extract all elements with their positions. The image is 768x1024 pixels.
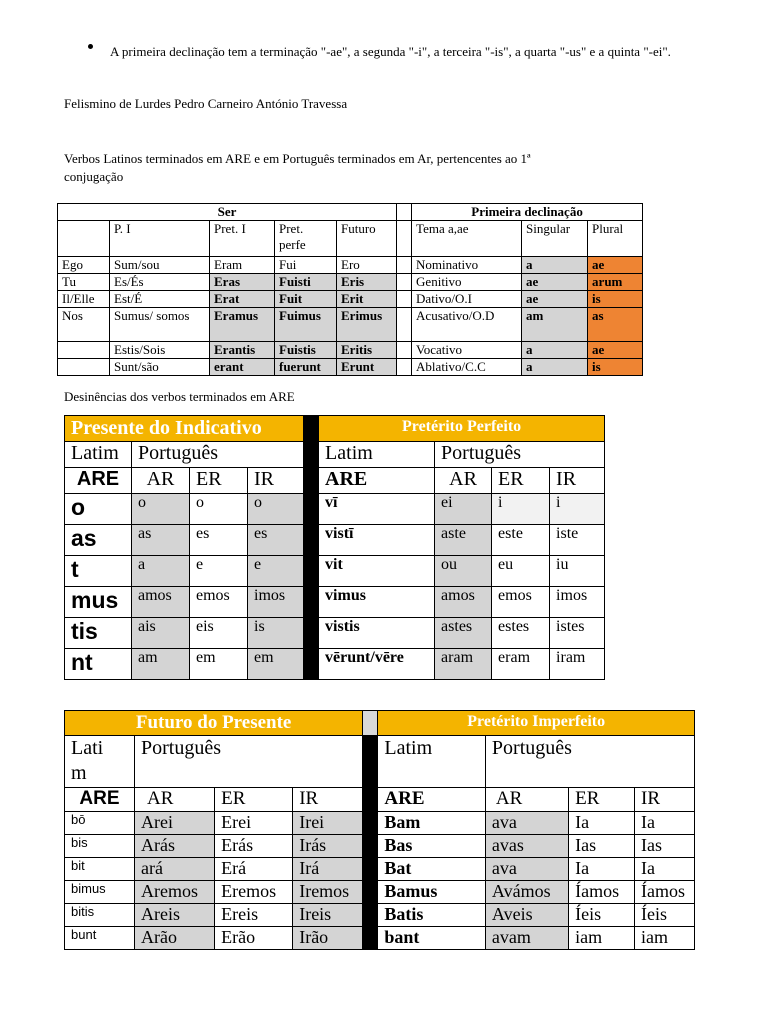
divider-cell bbox=[304, 468, 319, 494]
ar-cell: amos bbox=[435, 587, 492, 618]
ar-header: AR bbox=[132, 468, 190, 494]
ar-cell: o bbox=[132, 494, 190, 525]
divider-cell bbox=[363, 711, 378, 736]
divider-cell bbox=[363, 904, 378, 927]
ir-header: IR bbox=[248, 468, 304, 494]
presente-title: Presente do Indicativo bbox=[65, 416, 304, 442]
ar-cell: Areis bbox=[134, 904, 214, 927]
divider-cell bbox=[304, 494, 319, 525]
er-cell: Ia bbox=[569, 812, 635, 835]
plural-cell: is bbox=[588, 359, 643, 376]
pretp-cell: Fuistis bbox=[275, 342, 337, 359]
pretp-cell: Fui bbox=[275, 257, 337, 274]
table-row bbox=[58, 274, 643, 291]
person-cell: Il/Elle bbox=[58, 291, 110, 308]
divider-cell bbox=[363, 835, 378, 858]
pi-cell: Est/É bbox=[110, 291, 210, 308]
latim-header: Latim bbox=[319, 442, 435, 468]
person-cell: Tu bbox=[58, 274, 110, 291]
lat-suffix: o bbox=[65, 494, 132, 525]
latim-header: Latim bbox=[378, 736, 486, 788]
fut-cell: Eris bbox=[337, 274, 397, 291]
pretp-cell: Fuimus bbox=[275, 308, 337, 342]
fut-cell: Erimus bbox=[337, 308, 397, 342]
ir-cell: o bbox=[248, 494, 304, 525]
ar-header: AR bbox=[485, 788, 568, 812]
author-line: Felismino de Lurdes Pedro Carneiro António Travessa bbox=[64, 96, 348, 111]
lat-suffix: mus bbox=[65, 587, 132, 618]
er-cell: eu bbox=[492, 556, 550, 587]
lat-suffix: t bbox=[65, 556, 132, 587]
pi-cell: Sumus/ somos bbox=[110, 308, 210, 342]
spacer-cell bbox=[397, 204, 412, 221]
er-cell: Ia bbox=[569, 858, 635, 881]
ar-header: AR bbox=[435, 468, 492, 494]
divider-cell bbox=[363, 812, 378, 835]
lat-suffix: bunt bbox=[65, 927, 135, 950]
divider-cell bbox=[363, 927, 378, 950]
blank-cell bbox=[58, 221, 110, 257]
ir-cell: imos bbox=[248, 587, 304, 618]
lat-suffix: as bbox=[65, 525, 132, 556]
latim-part-1: Lati bbox=[71, 737, 104, 759]
singular-cell: am bbox=[522, 308, 588, 342]
table-row bbox=[65, 649, 605, 680]
ir-cell: iam bbox=[635, 927, 695, 950]
ir-cell: Ias bbox=[635, 835, 695, 858]
lat-suffix: Bam bbox=[378, 812, 486, 835]
fut-cell: Eritis bbox=[337, 342, 397, 359]
preti-cell: Erantis bbox=[210, 342, 275, 359]
latim-header bbox=[65, 736, 135, 788]
er-cell: i bbox=[492, 494, 550, 525]
col-tema: Tema a,ae bbox=[412, 221, 522, 257]
spacer-cell bbox=[397, 221, 412, 257]
ir-cell: es bbox=[248, 525, 304, 556]
ir-cell: Irá bbox=[293, 858, 363, 881]
divider-cell bbox=[304, 649, 319, 680]
ar-cell: ais bbox=[132, 618, 190, 649]
divider-cell bbox=[304, 587, 319, 618]
lat-suffix: Bat bbox=[378, 858, 486, 881]
er-cell: em bbox=[190, 649, 248, 680]
er-cell: o bbox=[190, 494, 248, 525]
er-cell: Erão bbox=[215, 927, 293, 950]
ar-cell: aste bbox=[435, 525, 492, 556]
pi-cell: Sunt/são bbox=[110, 359, 210, 376]
ar-cell: avas bbox=[485, 835, 568, 858]
table-row bbox=[65, 812, 695, 835]
latim-part-2: m bbox=[71, 762, 87, 784]
ar-cell: aram bbox=[435, 649, 492, 680]
divider-cell bbox=[304, 556, 319, 587]
ar-cell: astes bbox=[435, 618, 492, 649]
tema-cell: Ablativo/C.C bbox=[412, 359, 522, 376]
lat-suffix: bō bbox=[65, 812, 135, 835]
divider-cell bbox=[363, 881, 378, 904]
preti-cell: Erat bbox=[210, 291, 275, 308]
ser-header: Ser bbox=[58, 204, 397, 221]
person-cell: Nos bbox=[58, 308, 110, 342]
lat-suffix: Bas bbox=[378, 835, 486, 858]
er-header: ER bbox=[190, 468, 248, 494]
singular-cell: a bbox=[522, 257, 588, 274]
ar-cell: avam bbox=[485, 927, 568, 950]
perfeito-title: Pretérito Perfeito bbox=[319, 416, 605, 442]
bullet-text: A primeira declinação tem a terminação "-ae", a segunda "-i", a terceira "-is", a quarta "-us" e a quinta "-ei". bbox=[110, 44, 671, 59]
ar-cell: as bbox=[132, 525, 190, 556]
ar-cell: amos bbox=[132, 587, 190, 618]
fut-cell: Erit bbox=[337, 291, 397, 308]
divider-cell bbox=[304, 618, 319, 649]
er-cell: emos bbox=[190, 587, 248, 618]
ar-cell: Avámos bbox=[485, 881, 568, 904]
pi-cell: Estis/Sois bbox=[110, 342, 210, 359]
er-cell: e bbox=[190, 556, 248, 587]
table-row bbox=[58, 342, 643, 359]
intro-line-2: conjugação bbox=[64, 169, 124, 184]
er-cell: estes bbox=[492, 618, 550, 649]
ir-cell: i bbox=[550, 494, 605, 525]
portugues-header: Português bbox=[134, 736, 362, 788]
er-cell: es bbox=[190, 525, 248, 556]
ir-cell: em bbox=[248, 649, 304, 680]
ir-cell: Íamos bbox=[635, 881, 695, 904]
er-cell: Íeis bbox=[569, 904, 635, 927]
intro-line-1: Verbos Latinos terminados em ARE e em Português terminados em Ar, pertencentes ao 1ª bbox=[64, 151, 531, 166]
lat-suffix: Bamus bbox=[378, 881, 486, 904]
ar-cell: a bbox=[132, 556, 190, 587]
ir-cell: iram bbox=[550, 649, 605, 680]
ir-cell: Ireis bbox=[293, 904, 363, 927]
ir-cell: imos bbox=[550, 587, 605, 618]
plural-cell: ae bbox=[588, 257, 643, 274]
pretp-cell: fuerunt bbox=[275, 359, 337, 376]
plural-cell: as bbox=[588, 308, 643, 342]
ar-cell: Arás bbox=[134, 835, 214, 858]
singular-cell: a bbox=[522, 342, 588, 359]
table-row bbox=[65, 525, 605, 556]
col-pret-perf: Pret. perfe bbox=[275, 221, 337, 257]
plural-cell: arum bbox=[588, 274, 643, 291]
lat-suffix: vimus bbox=[319, 587, 435, 618]
plural-cell: is bbox=[588, 291, 643, 308]
singular-cell: ae bbox=[522, 274, 588, 291]
er-cell: Erei bbox=[215, 812, 293, 835]
divider-cell bbox=[363, 788, 378, 812]
imperfeito-title: Pretérito Imperfeito bbox=[378, 711, 695, 736]
er-cell: eis bbox=[190, 618, 248, 649]
pretp-cell: Fuisti bbox=[275, 274, 337, 291]
ar-cell: ou bbox=[435, 556, 492, 587]
divider-cell bbox=[304, 442, 319, 468]
lat-suffix: vī bbox=[319, 494, 435, 525]
tema-cell: Acusativo/O.D bbox=[412, 308, 522, 342]
er-cell: Ias bbox=[569, 835, 635, 858]
presente-perfeito-table bbox=[64, 415, 605, 680]
er-cell: emos bbox=[492, 587, 550, 618]
ar-cell: am bbox=[132, 649, 190, 680]
table-row bbox=[65, 858, 695, 881]
singular-cell: a bbox=[522, 359, 588, 376]
ir-cell: Ia bbox=[635, 812, 695, 835]
ir-cell: is bbox=[248, 618, 304, 649]
lat-suffix: Batis bbox=[378, 904, 486, 927]
ar-cell: ava bbox=[485, 812, 568, 835]
fut-cell: Ero bbox=[337, 257, 397, 274]
table-row bbox=[65, 618, 605, 649]
preti-cell: Eras bbox=[210, 274, 275, 291]
ir-cell: e bbox=[248, 556, 304, 587]
ar-cell: ei bbox=[435, 494, 492, 525]
tema-cell: Nominativo bbox=[412, 257, 522, 274]
er-cell: eram bbox=[492, 649, 550, 680]
lat-suffix: bitis bbox=[65, 904, 135, 927]
table-row bbox=[65, 556, 605, 587]
er-cell: iam bbox=[569, 927, 635, 950]
table-row bbox=[58, 308, 643, 342]
ir-cell: Irás bbox=[293, 835, 363, 858]
ar-header: AR bbox=[134, 788, 214, 812]
ir-header: IR bbox=[293, 788, 363, 812]
er-header: ER bbox=[215, 788, 293, 812]
er-cell: este bbox=[492, 525, 550, 556]
ir-cell: Irão bbox=[293, 927, 363, 950]
person-cell: Ego bbox=[58, 257, 110, 274]
ar-cell: Arei bbox=[134, 812, 214, 835]
tema-cell: Dativo/O.I bbox=[412, 291, 522, 308]
are-header: ARE bbox=[65, 788, 135, 812]
lat-suffix: nt bbox=[65, 649, 132, 680]
ir-cell: iu bbox=[550, 556, 605, 587]
col-singular: Singular bbox=[522, 221, 588, 257]
table-row bbox=[65, 587, 605, 618]
are-header: ARE bbox=[319, 468, 435, 494]
table-row bbox=[58, 291, 643, 308]
preti-cell: Eram bbox=[210, 257, 275, 274]
decl-header: Primeira declinação bbox=[412, 204, 643, 221]
portugues-header: Português bbox=[485, 736, 694, 788]
person-cell bbox=[58, 359, 110, 376]
lat-suffix: vistī bbox=[319, 525, 435, 556]
lat-suffix: vistis bbox=[319, 618, 435, 649]
tema-cell: Vocativo bbox=[412, 342, 522, 359]
col-pi: P. I bbox=[110, 221, 210, 257]
ar-cell: ará bbox=[134, 858, 214, 881]
col-pret-i: Pret. I bbox=[210, 221, 275, 257]
ir-header: IR bbox=[550, 468, 605, 494]
er-cell: Eremos bbox=[215, 881, 293, 904]
tema-cell: Genitivo bbox=[412, 274, 522, 291]
lat-suffix: bit bbox=[65, 858, 135, 881]
table-row bbox=[65, 904, 695, 927]
ar-cell: Aveis bbox=[485, 904, 568, 927]
er-header: ER bbox=[569, 788, 635, 812]
lat-suffix: bimus bbox=[65, 881, 135, 904]
singular-cell: ae bbox=[522, 291, 588, 308]
ir-cell: Irei bbox=[293, 812, 363, 835]
er-cell: Erá bbox=[215, 858, 293, 881]
table-row bbox=[58, 359, 643, 376]
bullet-icon bbox=[88, 44, 93, 49]
ir-cell: Iremos bbox=[293, 881, 363, 904]
divider-cell bbox=[363, 858, 378, 881]
portugues-header: Português bbox=[132, 442, 304, 468]
lat-suffix: bis bbox=[65, 835, 135, 858]
ar-cell: Arão bbox=[134, 927, 214, 950]
divider-cell bbox=[363, 736, 378, 788]
ir-cell: istes bbox=[550, 618, 605, 649]
lat-suffix: bant bbox=[378, 927, 486, 950]
person-cell bbox=[58, 342, 110, 359]
pi-cell: Es/És bbox=[110, 274, 210, 291]
portugues-header: Português bbox=[435, 442, 605, 468]
spacer-cell bbox=[397, 359, 412, 376]
plural-cell: ae bbox=[588, 342, 643, 359]
lat-suffix: vērunt/vēre bbox=[319, 649, 435, 680]
spacer-cell bbox=[397, 342, 412, 359]
ir-header: IR bbox=[635, 788, 695, 812]
lat-suffix: vit bbox=[319, 556, 435, 587]
ar-cell: Aremos bbox=[134, 881, 214, 904]
table-row bbox=[58, 257, 643, 274]
ir-cell: iste bbox=[550, 525, 605, 556]
ir-cell: Ia bbox=[635, 858, 695, 881]
table-row bbox=[65, 881, 695, 904]
ar-cell: ava bbox=[485, 858, 568, 881]
are-header: ARE bbox=[378, 788, 486, 812]
col-plural: Plural bbox=[588, 221, 643, 257]
pi-cell: Sum/sou bbox=[110, 257, 210, 274]
ir-cell: Íeis bbox=[635, 904, 695, 927]
latim-header: Latim bbox=[65, 442, 132, 468]
desinencias-title: Desinências dos verbos terminados em ARE bbox=[64, 389, 295, 404]
er-header: ER bbox=[492, 468, 550, 494]
divider-cell bbox=[304, 416, 319, 442]
spacer-cell bbox=[397, 274, 412, 291]
er-cell: Íamos bbox=[569, 881, 635, 904]
lat-suffix: tis bbox=[65, 618, 132, 649]
table-row bbox=[65, 494, 605, 525]
futuro-title: Futuro do Presente bbox=[65, 711, 363, 736]
are-header: ARE bbox=[65, 468, 132, 494]
futuro-imperfeito-table bbox=[64, 710, 695, 950]
preti-cell: erant bbox=[210, 359, 275, 376]
divider-cell bbox=[304, 525, 319, 556]
er-cell: Erás bbox=[215, 835, 293, 858]
pretp-cell: Fuit bbox=[275, 291, 337, 308]
table-row bbox=[65, 835, 695, 858]
spacer-cell bbox=[397, 257, 412, 274]
spacer-cell bbox=[397, 308, 412, 342]
col-futuro: Futuro bbox=[337, 221, 397, 257]
spacer-cell bbox=[397, 291, 412, 308]
er-cell: Ereis bbox=[215, 904, 293, 927]
fut-cell: Erunt bbox=[337, 359, 397, 376]
table-row bbox=[65, 927, 695, 950]
ser-declension-table bbox=[57, 203, 643, 376]
preti-cell: Eramus bbox=[210, 308, 275, 342]
